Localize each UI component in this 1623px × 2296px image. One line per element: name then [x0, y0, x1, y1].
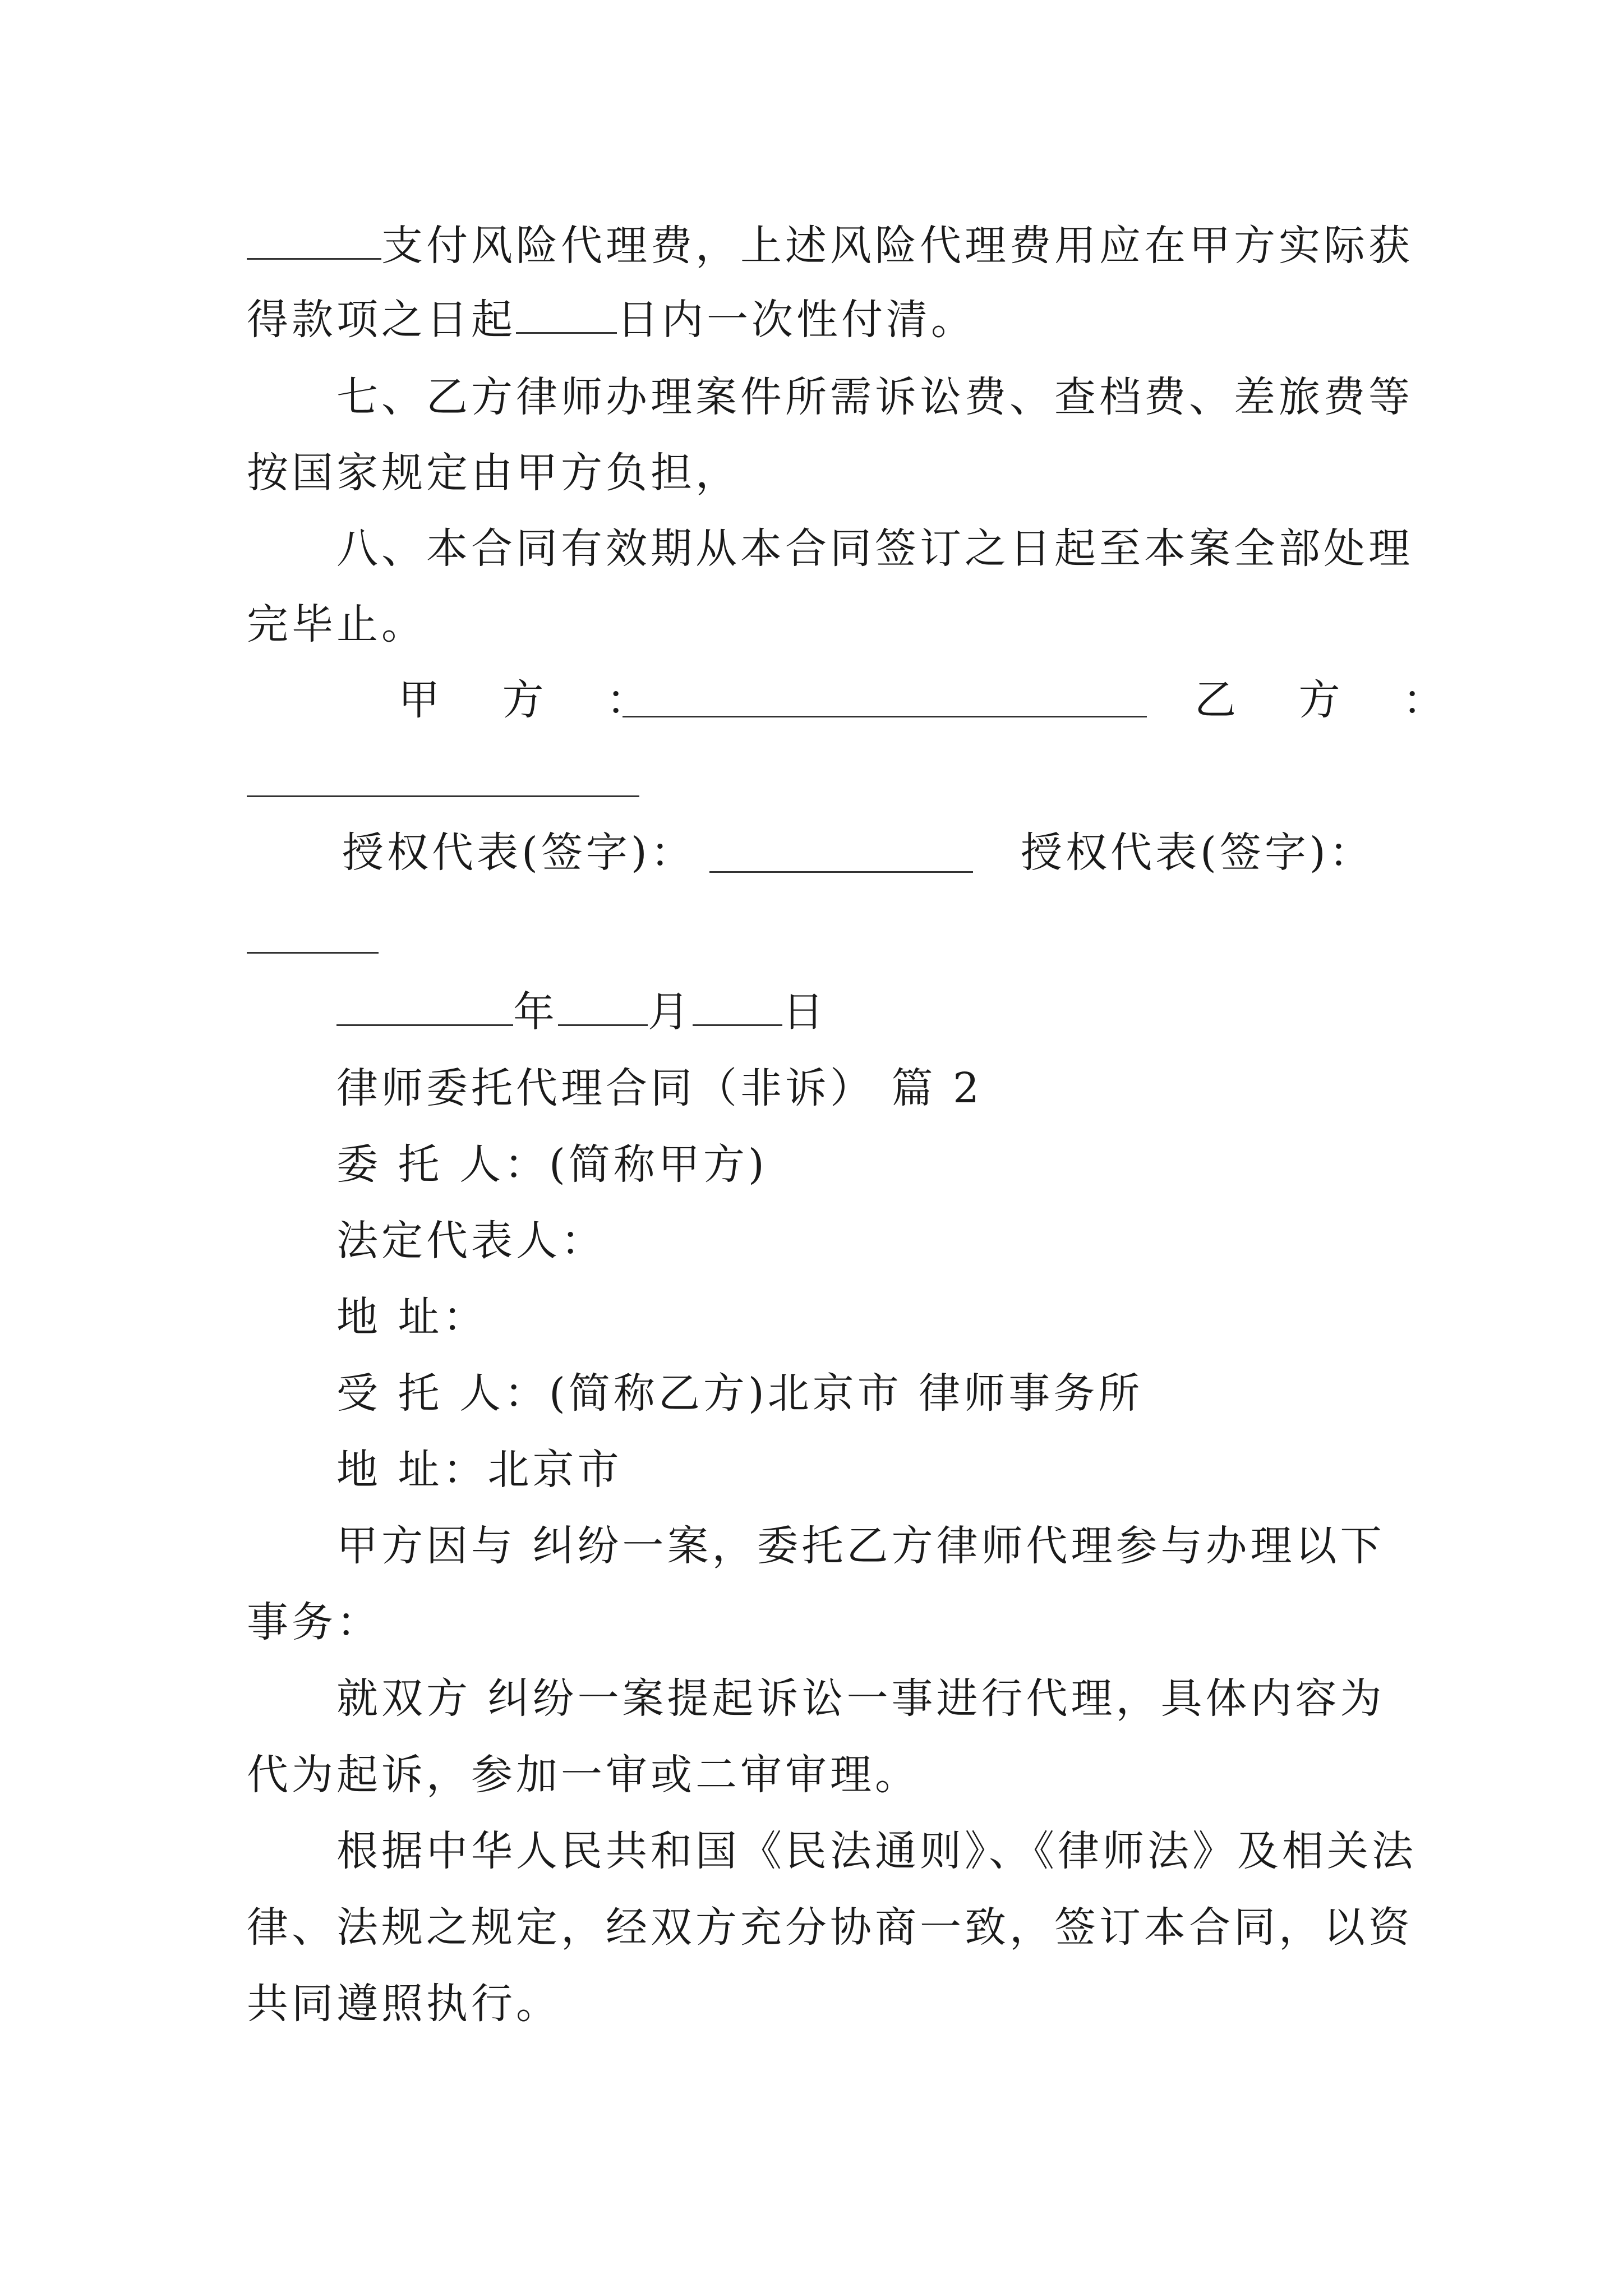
- party-b-label: 乙 方 ：: [1195, 676, 1469, 724]
- paragraph-line: 事务：: [247, 1598, 381, 1646]
- text-line: [247, 282, 1385, 358]
- text-line: 七、乙方律师办理案件所需诉讼费、查档费、差旅费等: [336, 373, 1413, 421]
- rep-b-signature-line: [247, 952, 379, 954]
- year-blank: [336, 985, 513, 1026]
- month-label: 月: [648, 988, 693, 1036]
- address-line: 地 址：北京市: [336, 1446, 623, 1494]
- day-blank: [693, 985, 782, 1026]
- paragraph-line: 律、法规之规定，经双方充分协商一致，签订本合同，以资: [247, 1903, 1413, 1952]
- text-line: 完毕止。: [247, 600, 426, 648]
- text-line: 八、本合同有效期从本合同签订之日起至本案全部处理: [336, 524, 1413, 573]
- rep-b-label: 授权代表(签字)：: [1021, 829, 1374, 877]
- text-line: 按国家规定由甲方负担，: [247, 449, 740, 497]
- paragraph-line: 就双方 纠纷一案提起诉讼一事进行代理，具体内容为: [336, 1674, 1385, 1723]
- party-a-label: 甲 方 ：: [398, 676, 673, 724]
- section-title: 律师委托代理合同（非诉） 篇 2: [336, 1064, 983, 1112]
- party-a-signature-line: [623, 716, 1147, 717]
- text-segment: 得款项之日起: [247, 296, 516, 344]
- signature-row: [247, 662, 1469, 738]
- party-b-signature-line: [247, 795, 639, 797]
- text-segment: 支付风险代理费，上述风险代理费用应在甲方实际获: [381, 222, 1413, 270]
- day-label: 日: [782, 988, 827, 1036]
- paragraph-line: 共同遵照执行。: [247, 1980, 561, 2028]
- year-label: 年: [513, 988, 558, 1036]
- paragraph-line: 代为起诉，参加一审或二审审理。: [247, 1751, 920, 1799]
- rep-a-label: 授权代表(签字)：: [342, 829, 695, 877]
- agent-line: 受 托 人：(简称乙方)北京市 律师事务所: [336, 1369, 1144, 1418]
- text-segment: 日内一次性付清。: [617, 296, 976, 344]
- text-line: [247, 208, 1413, 284]
- blank-field: [247, 219, 381, 260]
- client-line: 委 托 人：(简称甲方): [336, 1140, 768, 1189]
- paragraph-line: 根据中华人民共和国《民法通则》、《律师法》及相关法: [336, 1827, 1417, 1875]
- rep-a-signature-line: [709, 871, 973, 873]
- legal-rep-line: 法定代表人：: [336, 1217, 606, 1265]
- representative-row: [247, 815, 1385, 891]
- paragraph-line: 甲方因与 纠纷一案，委托乙方律师代理参与办理以下: [336, 1522, 1385, 1570]
- month-blank: [558, 985, 648, 1026]
- blank-field: [516, 293, 617, 334]
- address-line: 地 址：: [336, 1293, 488, 1341]
- date-row: [336, 974, 1385, 1050]
